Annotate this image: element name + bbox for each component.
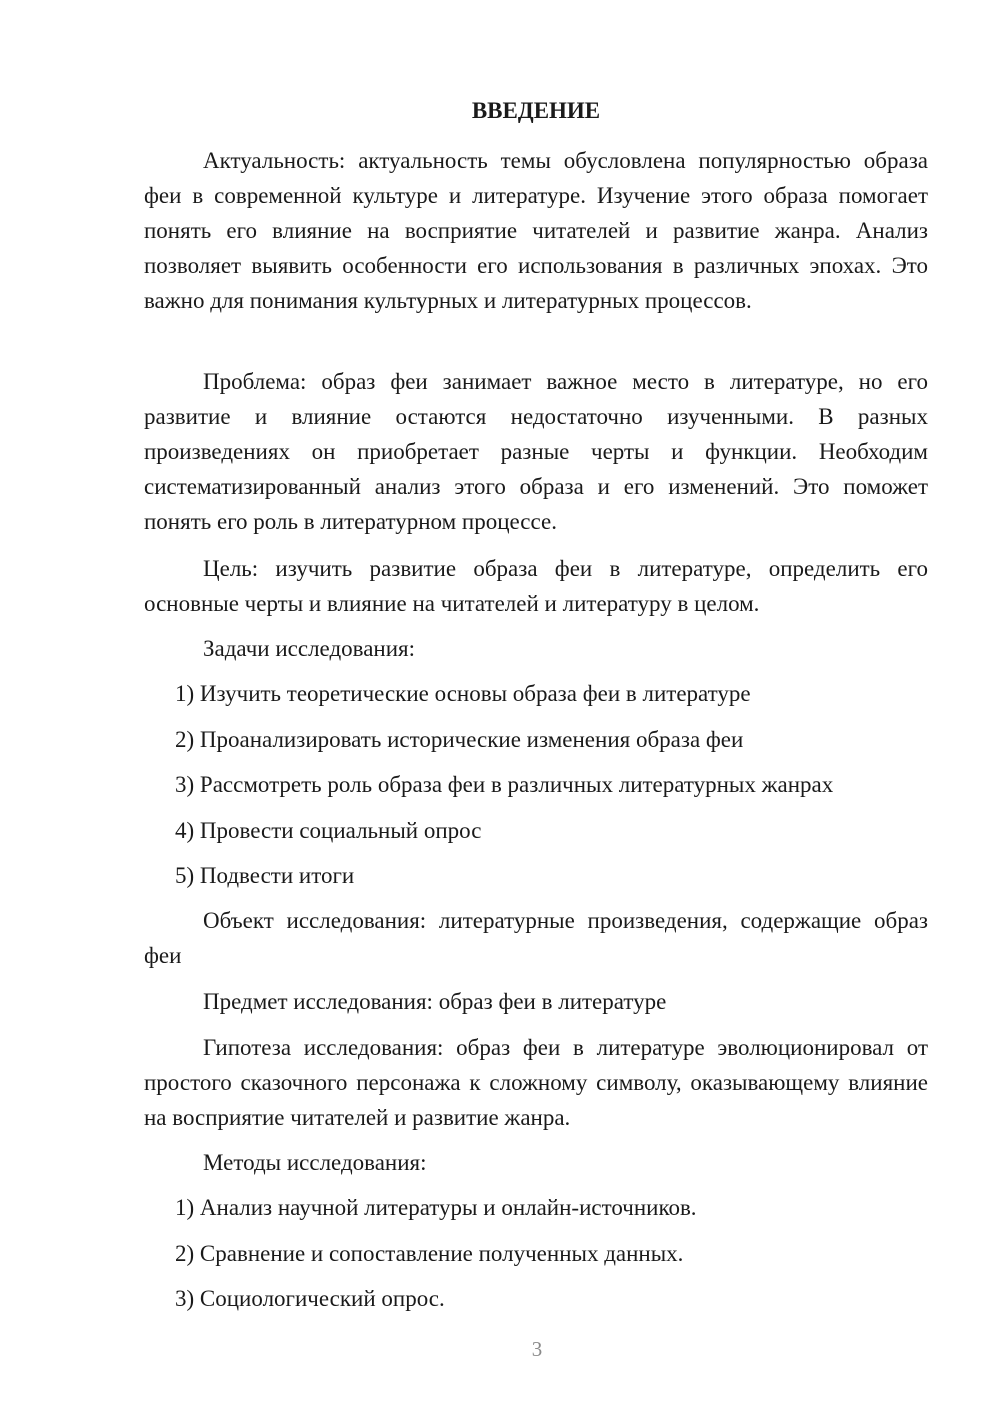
method-item-1: 1) Анализ научной литературы и онлайн-источников. xyxy=(175,1195,697,1220)
page-number: 3 xyxy=(531,1337,543,1361)
goal-paragraph: Цель: изучить развитие образа феи в литературе, определить его основные черты и влияние на читателей и литературу в целом. xyxy=(144,556,928,616)
task-item-4: 4) Провести социальный опрос xyxy=(175,818,482,843)
problem-paragraph: Проблема: образ феи занимает важное место в литературе, но его развитие и влияние остаются недостаточно изученными. В разных произведениях он приобретает разные черты и функции. Необходим систематизированный анализ этого образа и его изменений. Это поможет понять его роль в литературном процессе. xyxy=(144,369,928,534)
page-title: ВВЕДЕНИЕ xyxy=(471,98,601,123)
hypothesis-paragraph: Гипотеза исследования: образ феи в литературе эволюционировал от простого сказочного персонажа к сложному символу, оказывающему влияние на восприятие читателей и развитие жанра. xyxy=(144,1035,928,1130)
relevance-paragraph: Актуальность: актуальность темы обусловлена популярностью образа феи в современной культуре и литературе. Изучение этого образа помогает понять его влияние на восприятие читателей и развитие жанра. Анализ позволяет выявить особенности его использования в различных эпохах. Это важно для понимания культурных и литературных процессов. xyxy=(144,148,928,313)
task-item-5: 5) Подвести итоги xyxy=(175,863,355,888)
subject-paragraph: Предмет исследования: образ феи в литературе xyxy=(203,989,667,1014)
task-item-3: 3) Рассмотреть роль образа феи в различных литературных жанрах xyxy=(175,772,834,797)
object-paragraph: Объект исследования: литературные произведения, содержащие образ феи xyxy=(144,908,928,968)
method-item-3: 3) Социологический опрос. xyxy=(175,1286,445,1311)
tasks-title: Задачи исследования: xyxy=(203,636,416,661)
task-item-1: 1) Изучить теоретические основы образа феи в литературе xyxy=(175,681,751,706)
method-item-2: 2) Сравнение и сопоставление полученных данных. xyxy=(175,1241,684,1266)
task-item-2: 2) Проанализировать исторические изменения образа феи xyxy=(175,727,744,752)
methods-title: Методы исследования: xyxy=(203,1150,427,1175)
